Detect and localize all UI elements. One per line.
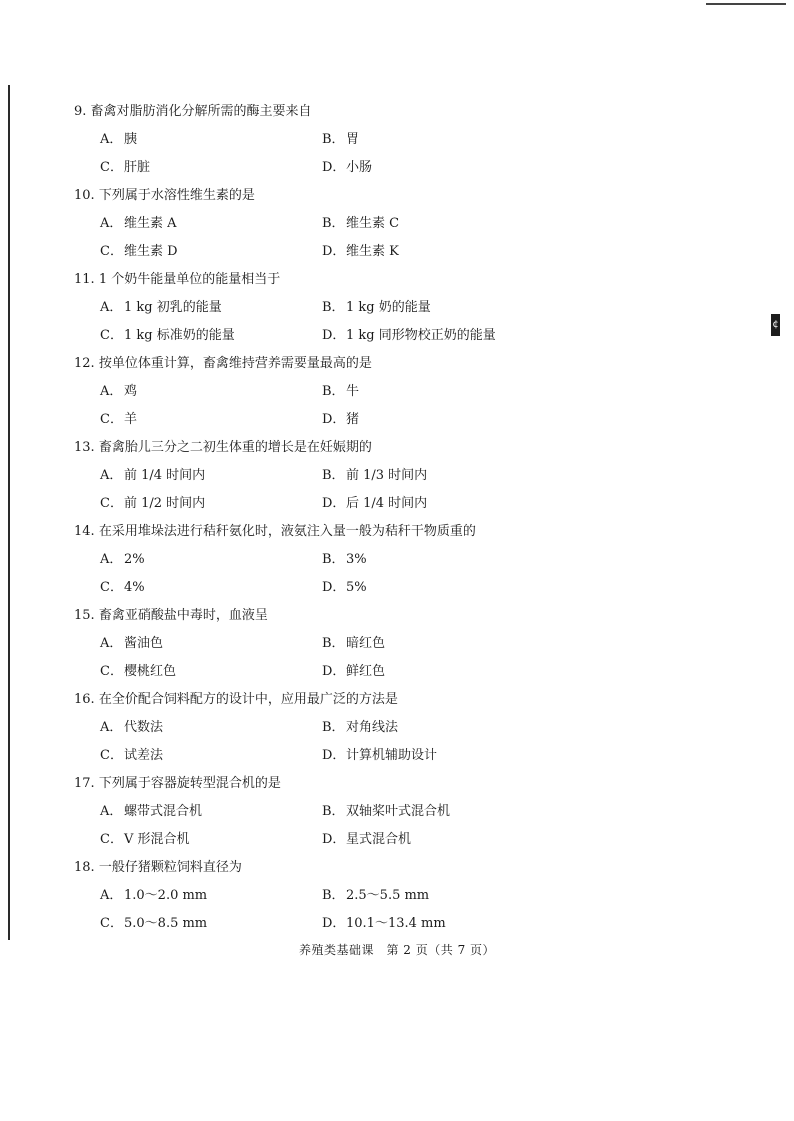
option-text: 1.0～2.0 mm [124, 888, 208, 903]
question-stem [74, 518, 634, 546]
option-letter: D． [322, 580, 346, 595]
option-text: 胰 [124, 132, 138, 147]
option-text: 1 kg 奶的能量 [346, 300, 431, 315]
option-text: 1 kg 初乳的能量 [124, 300, 222, 315]
answer-option [100, 294, 222, 322]
answer-option [322, 742, 437, 770]
option-letter: A． [100, 552, 123, 567]
question-text: 畜禽亚硝酸盐中毒时，血液呈 [98, 608, 268, 623]
option-text: 鲜红色 [346, 664, 386, 679]
option-text: 维生素 K [346, 244, 399, 259]
scan-top-line [706, 3, 786, 5]
answer-option [100, 154, 150, 182]
option-text: 4% [124, 580, 145, 595]
option-letter: C． [100, 160, 123, 175]
option-letter: B． [322, 300, 345, 315]
option-text: 5% [346, 580, 367, 595]
question-number: 13. [74, 440, 95, 455]
answer-option [100, 462, 205, 490]
answer-option [322, 154, 372, 182]
question-text: 畜禽胎儿三分之二初生体重的增长是在妊娠期的 [98, 440, 372, 455]
option-text: 双轴桨叶式混合机 [346, 804, 451, 819]
option-letter: D． [322, 412, 346, 427]
option-text: 1 kg 同形物校正奶的能量 [346, 328, 496, 343]
option-text: 计算机辅助设计 [346, 748, 438, 763]
question-item [74, 434, 634, 518]
option-row [74, 406, 634, 434]
question-text: 1 个奶牛能量单位的能量相当于 [98, 272, 281, 287]
option-letter: D． [322, 916, 346, 931]
answer-option [322, 378, 359, 406]
answer-option [100, 406, 137, 434]
option-text: 暗红色 [346, 636, 386, 651]
option-row [74, 882, 634, 910]
option-text: 前 1/3 时间内 [346, 468, 428, 483]
option-text: 星式混合机 [346, 832, 412, 847]
answer-option [322, 658, 385, 686]
option-text: 肝脏 [124, 160, 151, 175]
option-text: 1 kg 标准奶的能量 [124, 328, 235, 343]
answer-option [100, 630, 163, 658]
option-letter: A． [100, 300, 123, 315]
option-letter: C． [100, 496, 123, 511]
question-stem [74, 350, 634, 378]
answer-option [100, 574, 145, 602]
question-number: 9. [74, 104, 87, 119]
option-letter: A． [100, 132, 123, 147]
option-text: 10.1～13.4 mm [346, 916, 446, 931]
option-letter: A． [100, 720, 123, 735]
option-letter: D． [322, 496, 346, 511]
question-number: 17. [74, 776, 95, 791]
option-letter: B． [322, 132, 345, 147]
option-letter: A． [100, 216, 123, 231]
option-letter: C． [100, 664, 123, 679]
question-stem [74, 182, 634, 210]
option-letter: D． [322, 832, 346, 847]
question-stem [74, 434, 634, 462]
option-text: 羊 [124, 412, 138, 427]
question-stem [74, 686, 634, 714]
question-text: 下列属于水溶性维生素的是 [98, 188, 255, 203]
option-row [74, 574, 634, 602]
question-stem [74, 98, 634, 126]
question-item [74, 350, 634, 434]
question-stem [74, 266, 634, 294]
question-stem [74, 854, 634, 882]
question-item [74, 518, 634, 602]
option-letter: D． [322, 244, 346, 259]
question-item [74, 770, 634, 854]
answer-option [100, 126, 137, 154]
option-text: 3% [346, 552, 367, 567]
answer-option [100, 490, 205, 518]
option-letter: D． [322, 160, 346, 175]
question-number: 14. [74, 524, 95, 539]
question-item [74, 854, 634, 938]
answer-option [100, 210, 177, 238]
answer-option [100, 882, 207, 910]
option-text: 樱桃红色 [124, 664, 177, 679]
option-letter: C． [100, 328, 123, 343]
option-letter: C． [100, 580, 123, 595]
question-stem [74, 770, 634, 798]
question-item [74, 182, 634, 266]
option-text: 牛 [346, 384, 360, 399]
question-number: 16. [74, 692, 95, 707]
question-item [74, 686, 634, 770]
option-letter: C． [100, 916, 123, 931]
scan-edge-line [8, 85, 10, 940]
option-letter: A． [100, 636, 123, 651]
option-row [74, 546, 634, 574]
option-row [74, 238, 634, 266]
option-row [74, 490, 634, 518]
option-row [74, 462, 634, 490]
answer-option [322, 546, 367, 574]
option-text: 猪 [346, 412, 360, 427]
option-row [74, 742, 634, 770]
answer-option [100, 798, 202, 826]
option-text: 2% [124, 552, 145, 567]
option-letter: B． [322, 804, 345, 819]
page-footer: 养殖类基础课 第 2 页（共 7 页） [298, 943, 496, 957]
option-text: 鸡 [124, 384, 138, 399]
question-item [74, 602, 634, 686]
answer-option [322, 882, 429, 910]
answer-option [322, 238, 399, 266]
option-row [74, 210, 634, 238]
option-row [74, 910, 634, 938]
option-row [74, 126, 634, 154]
option-text: 前 1/4 时间内 [124, 468, 206, 483]
option-text: 胃 [346, 132, 360, 147]
question-item [74, 98, 634, 182]
scan-edge-mark: ¢ [771, 314, 780, 336]
question-text: 在采用堆垛法进行秸秆氨化时，液氨注入量一般为秸秆干物质重的 [98, 524, 476, 539]
option-text: 酱油色 [124, 636, 164, 651]
question-text: 在全价配合饲料配方的设计中，应用最广泛的方法是 [98, 692, 398, 707]
answer-option [322, 322, 496, 350]
question-number: 11. [74, 272, 95, 287]
answer-option [322, 798, 450, 826]
question-item [74, 266, 634, 350]
option-row [74, 294, 634, 322]
option-row [74, 378, 634, 406]
answer-option [322, 574, 367, 602]
question-number: 12. [74, 356, 95, 371]
option-letter: A． [100, 888, 123, 903]
question-stem [74, 602, 634, 630]
answer-option [100, 658, 176, 686]
option-row [74, 798, 634, 826]
answer-option [322, 126, 359, 154]
answer-option [100, 910, 207, 938]
option-letter: C． [100, 244, 123, 259]
option-text: 维生素 D [124, 244, 178, 259]
option-letter: B． [322, 720, 345, 735]
answer-option [100, 238, 178, 266]
answer-option [322, 406, 359, 434]
option-text: 试差法 [124, 748, 164, 763]
option-text: 小肠 [346, 160, 373, 175]
option-letter: B． [322, 888, 345, 903]
option-text: 螺带式混合机 [124, 804, 203, 819]
answer-option [100, 546, 145, 574]
option-letter: D． [322, 664, 346, 679]
option-row [74, 714, 634, 742]
answer-option [100, 714, 163, 742]
option-letter: C． [100, 748, 123, 763]
option-text: 代数法 [124, 720, 164, 735]
option-letter: A． [100, 384, 123, 399]
option-text: 前 1/2 时间内 [124, 496, 206, 511]
answer-option [100, 826, 190, 854]
answer-option [322, 714, 398, 742]
option-letter: A． [100, 468, 123, 483]
option-text: 维生素 A [124, 216, 177, 231]
option-letter: B． [322, 216, 345, 231]
option-letter: B． [322, 468, 345, 483]
question-text: 下列属于容器旋转型混合机的是 [98, 776, 281, 791]
answer-option [322, 490, 427, 518]
option-letter: B． [322, 552, 345, 567]
option-letter: C． [100, 412, 123, 427]
option-text: 后 1/4 时间内 [346, 496, 428, 511]
question-text: 按单位体重计算，畜禽维持营养需要量最高的是 [98, 356, 372, 371]
option-row [74, 154, 634, 182]
option-text: 维生素 C [346, 216, 400, 231]
answer-option [322, 826, 411, 854]
option-row [74, 322, 634, 350]
answer-option [100, 378, 137, 406]
option-letter: A． [100, 804, 123, 819]
answer-option [100, 742, 163, 770]
option-letter: D． [322, 328, 346, 343]
option-text: 5.0～8.5 mm [124, 916, 208, 931]
answer-option [322, 462, 427, 490]
question-list [74, 98, 634, 938]
answer-option [322, 294, 431, 322]
option-row [74, 658, 634, 686]
question-text: 畜禽对脂肪消化分解所需的酶主要来自 [90, 104, 312, 119]
option-row [74, 630, 634, 658]
question-number: 10. [74, 188, 95, 203]
question-number: 18. [74, 860, 95, 875]
question-number: 15. [74, 608, 95, 623]
option-text: 对角线法 [346, 720, 399, 735]
option-letter: B． [322, 636, 345, 651]
option-letter: C． [100, 832, 123, 847]
option-text: 2.5～5.5 mm [346, 888, 430, 903]
answer-option [100, 322, 235, 350]
answer-option [322, 910, 446, 938]
option-letter: B． [322, 384, 345, 399]
option-text: V 形混合机 [124, 832, 190, 847]
option-row [74, 826, 634, 854]
question-text: 一般仔猪颗粒饲料直径为 [98, 860, 242, 875]
option-letter: D． [322, 748, 346, 763]
answer-option [322, 210, 399, 238]
answer-option [322, 630, 385, 658]
